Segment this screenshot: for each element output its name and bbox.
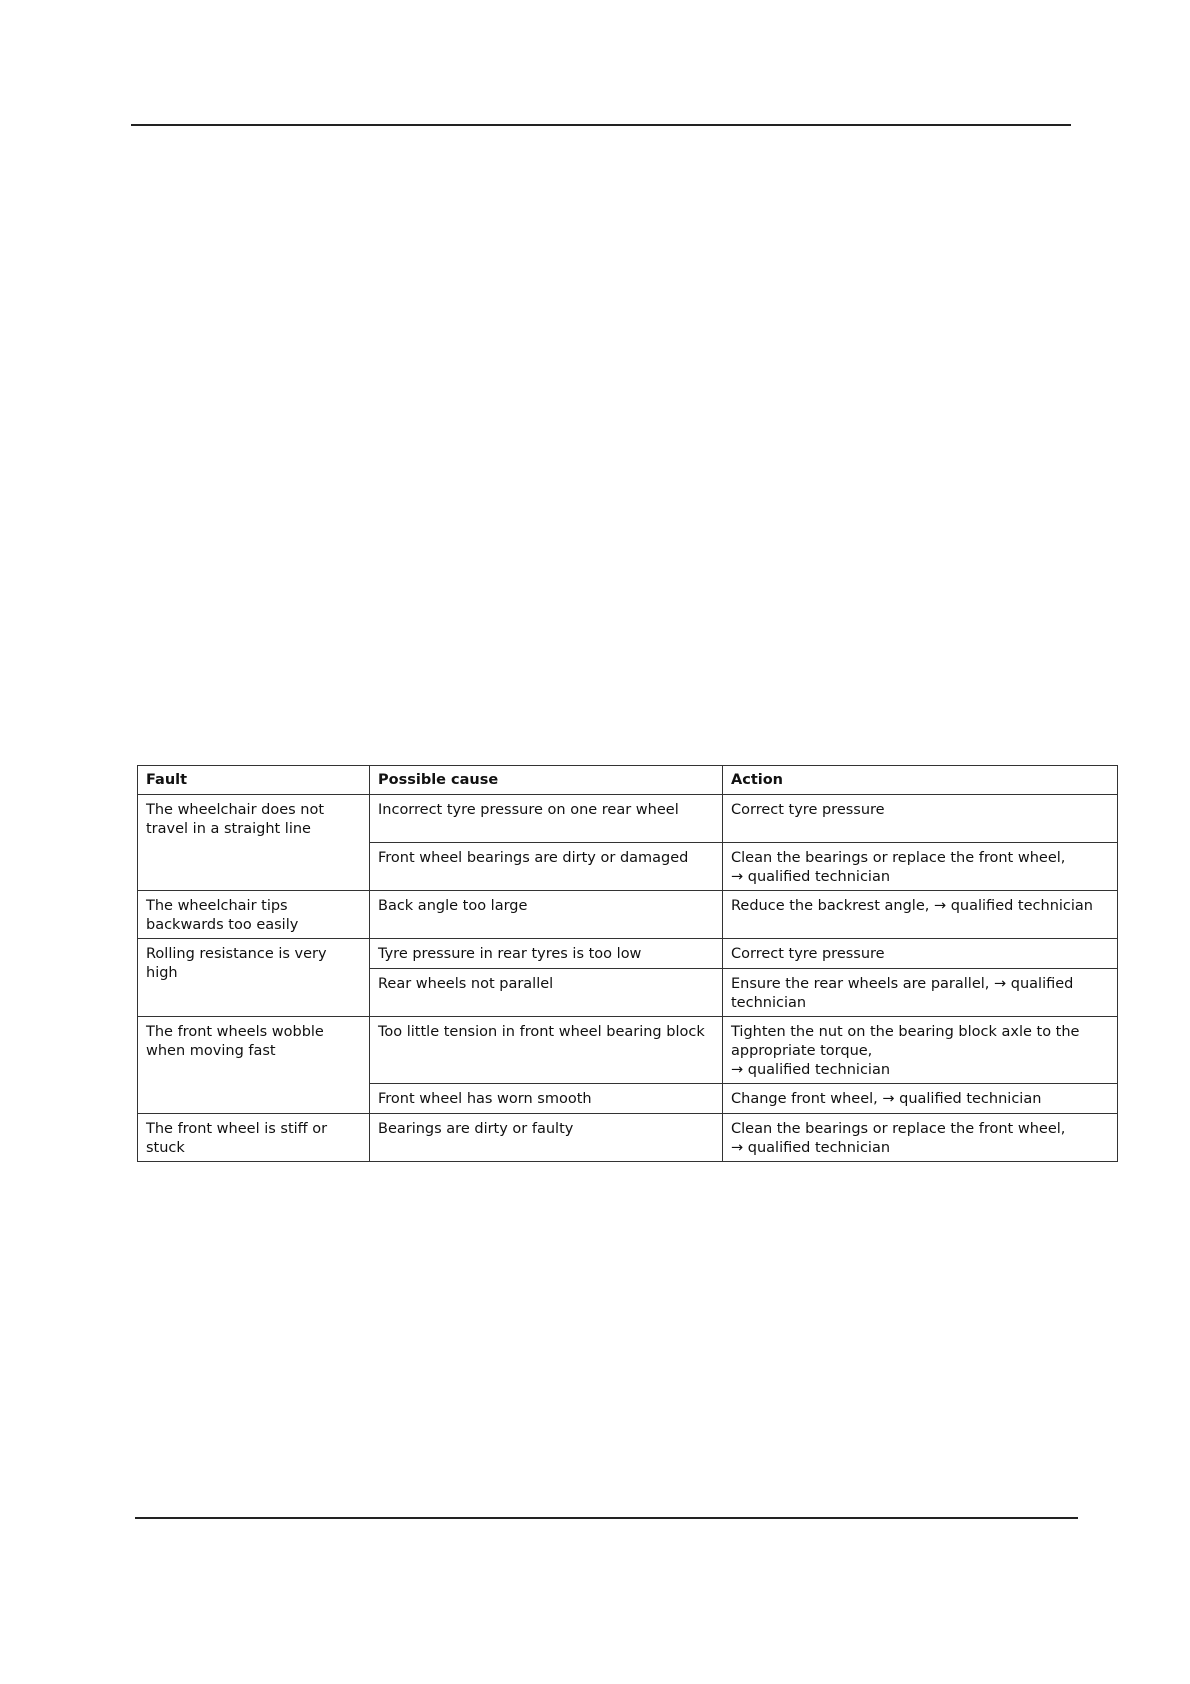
fault-cell: The front wheels wobble when moving fast: [138, 1017, 370, 1114]
action-cell: Reduce the backrest angle, → qualified technician: [723, 891, 1118, 939]
cause-cell: Front wheel bearings are dirty or damaged: [370, 843, 723, 891]
header-rule: [131, 124, 1071, 126]
header-possible-cause: Possible cause: [370, 766, 723, 795]
action-cell: Ensure the rear wheels are parallel, → qualified technician: [723, 969, 1118, 1017]
fault-cell: The front wheel is stiff or stuck: [138, 1114, 370, 1162]
action-line: Clean the bearings or replace the front wheel,: [731, 1121, 1066, 1137]
header-fault: Fault: [138, 766, 370, 795]
action-line: → qualified technician: [731, 869, 891, 885]
fault-cell: Rolling resistance is very high: [138, 939, 370, 1017]
fault-cell: The wheelchair does not travel in a straight line: [138, 795, 370, 891]
action-cell: Correct tyre pressure: [723, 795, 1118, 843]
table-row: [138, 1114, 1118, 1162]
table-row: [138, 891, 1118, 939]
cause-cell: Incorrect tyre pressure on one rear wheel: [370, 795, 723, 843]
fault-cell: The wheelchair tips backwards too easily: [138, 891, 370, 939]
action-cell: [723, 1114, 1118, 1162]
cause-cell: Bearings are dirty or faulty: [370, 1114, 723, 1162]
cause-cell: Back angle too large: [370, 891, 723, 939]
table-row: [138, 1017, 1118, 1084]
cause-cell: Tyre pressure in rear tyres is too low: [370, 939, 723, 969]
action-cell: [723, 1017, 1118, 1084]
table-row: [138, 795, 1118, 843]
action-line: → qualified technician: [731, 1140, 891, 1156]
header-action: Action: [723, 766, 1118, 795]
action-line: Tighten the nut on the bearing block axle to the appropriate torque,: [731, 1024, 1080, 1059]
action-cell: Change front wheel, → qualified technician: [723, 1084, 1118, 1114]
action-line: → qualified technician: [731, 1062, 891, 1078]
action-line: Clean the bearings or replace the front wheel,: [731, 850, 1066, 866]
troubleshooting-table: [137, 765, 1118, 1162]
footer-rule: [135, 1517, 1078, 1519]
table-row: [138, 939, 1118, 969]
table-header-row: [138, 766, 1118, 795]
cause-cell: Rear wheels not parallel: [370, 969, 723, 1017]
action-cell: Correct tyre pressure: [723, 939, 1118, 969]
cause-cell: Too little tension in front wheel bearing block: [370, 1017, 723, 1084]
cause-cell: Front wheel has worn smooth: [370, 1084, 723, 1114]
action-cell: [723, 843, 1118, 891]
